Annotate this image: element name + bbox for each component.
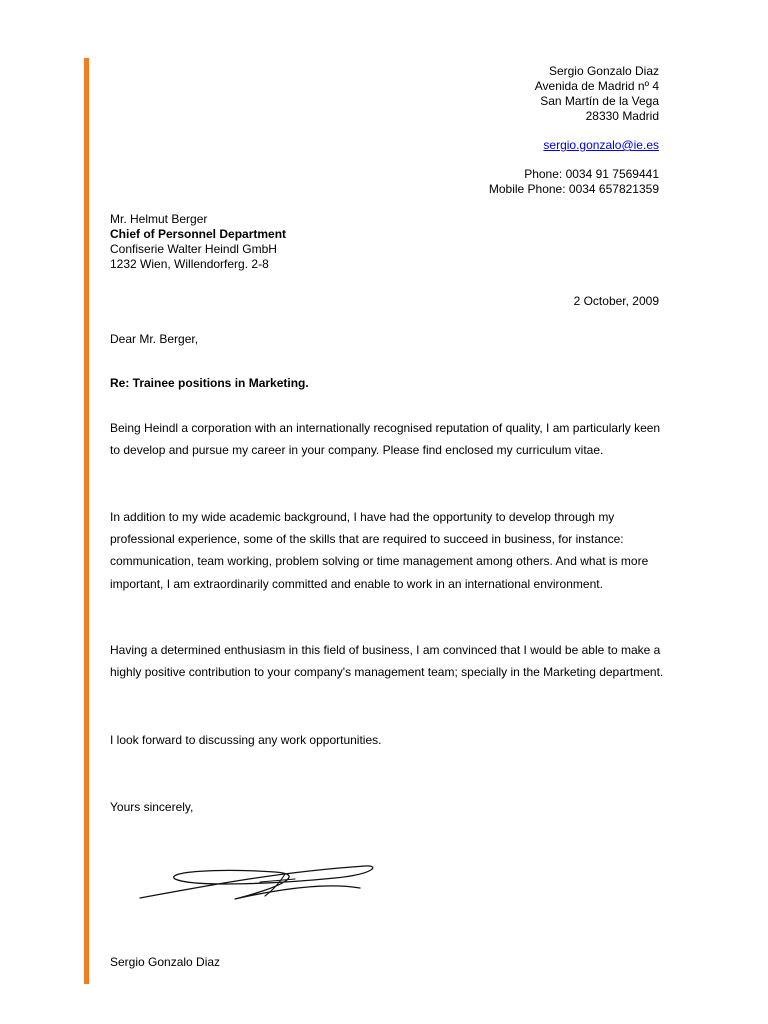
body-paragraph: Being Heindl a corporation with an internationally recognised reputation of quality, I am particularly keen to develop and pursue my career in your company. Please find enclosed my curriculum vitae. <box>110 421 661 458</box>
recipient-address: 1232 Wien, Willendorferg. 2-8 <box>110 257 269 271</box>
sender-block <box>489 64 659 197</box>
closing: Yours sincerely, <box>110 800 194 814</box>
signature-image <box>135 852 380 908</box>
sender-phone: Phone: 0034 91 7569441 <box>524 167 659 181</box>
signer-name: Sergio Gonzalo Diaz <box>110 955 221 969</box>
body-paragraph: In addition to my wide academic background, I have had the opportunity to develop through my professional experience, some of the skills that are required to succeed in business, for instance: communication, team working, problem solving or time management among others. And what is more important, I am extraordinarily committed and enable to work in an international environment. <box>110 510 649 591</box>
letter-date: 2 October, 2009 <box>573 294 659 308</box>
sender-postal: 28330 Madrid <box>585 109 659 123</box>
sender-mobile: Mobile Phone: 0034 657821359 <box>488 182 659 196</box>
recipient-title: Chief of Personnel Department <box>110 227 287 241</box>
sender-city: San Martín de la Vega <box>540 94 659 108</box>
body-paragraph: Having a determined enthusiasm in this field of business, I am convinced that I would be able to make a highly positive contribution to your company's management team; specially in the Marketing department. <box>110 643 664 680</box>
recipient-name: Mr. Helmut Berger <box>110 212 208 226</box>
subject-line: Re: Trainee positions in Marketing. <box>110 376 309 390</box>
sender-street: Avenida de Madrid nº 4 <box>534 79 659 93</box>
recipient-company: Confiserie Walter Heindl GmbH <box>110 242 277 256</box>
accent-bar <box>84 58 89 984</box>
body-paragraph: I look forward to discussing any work opportunities. <box>110 733 382 747</box>
sender-name: Sergio Gonzalo Diaz <box>548 64 659 78</box>
recipient-block <box>110 212 286 272</box>
sender-email-link[interactable]: sergio.gonzalo@ie.es <box>543 138 659 152</box>
salutation: Dear Mr. Berger, <box>110 332 199 346</box>
